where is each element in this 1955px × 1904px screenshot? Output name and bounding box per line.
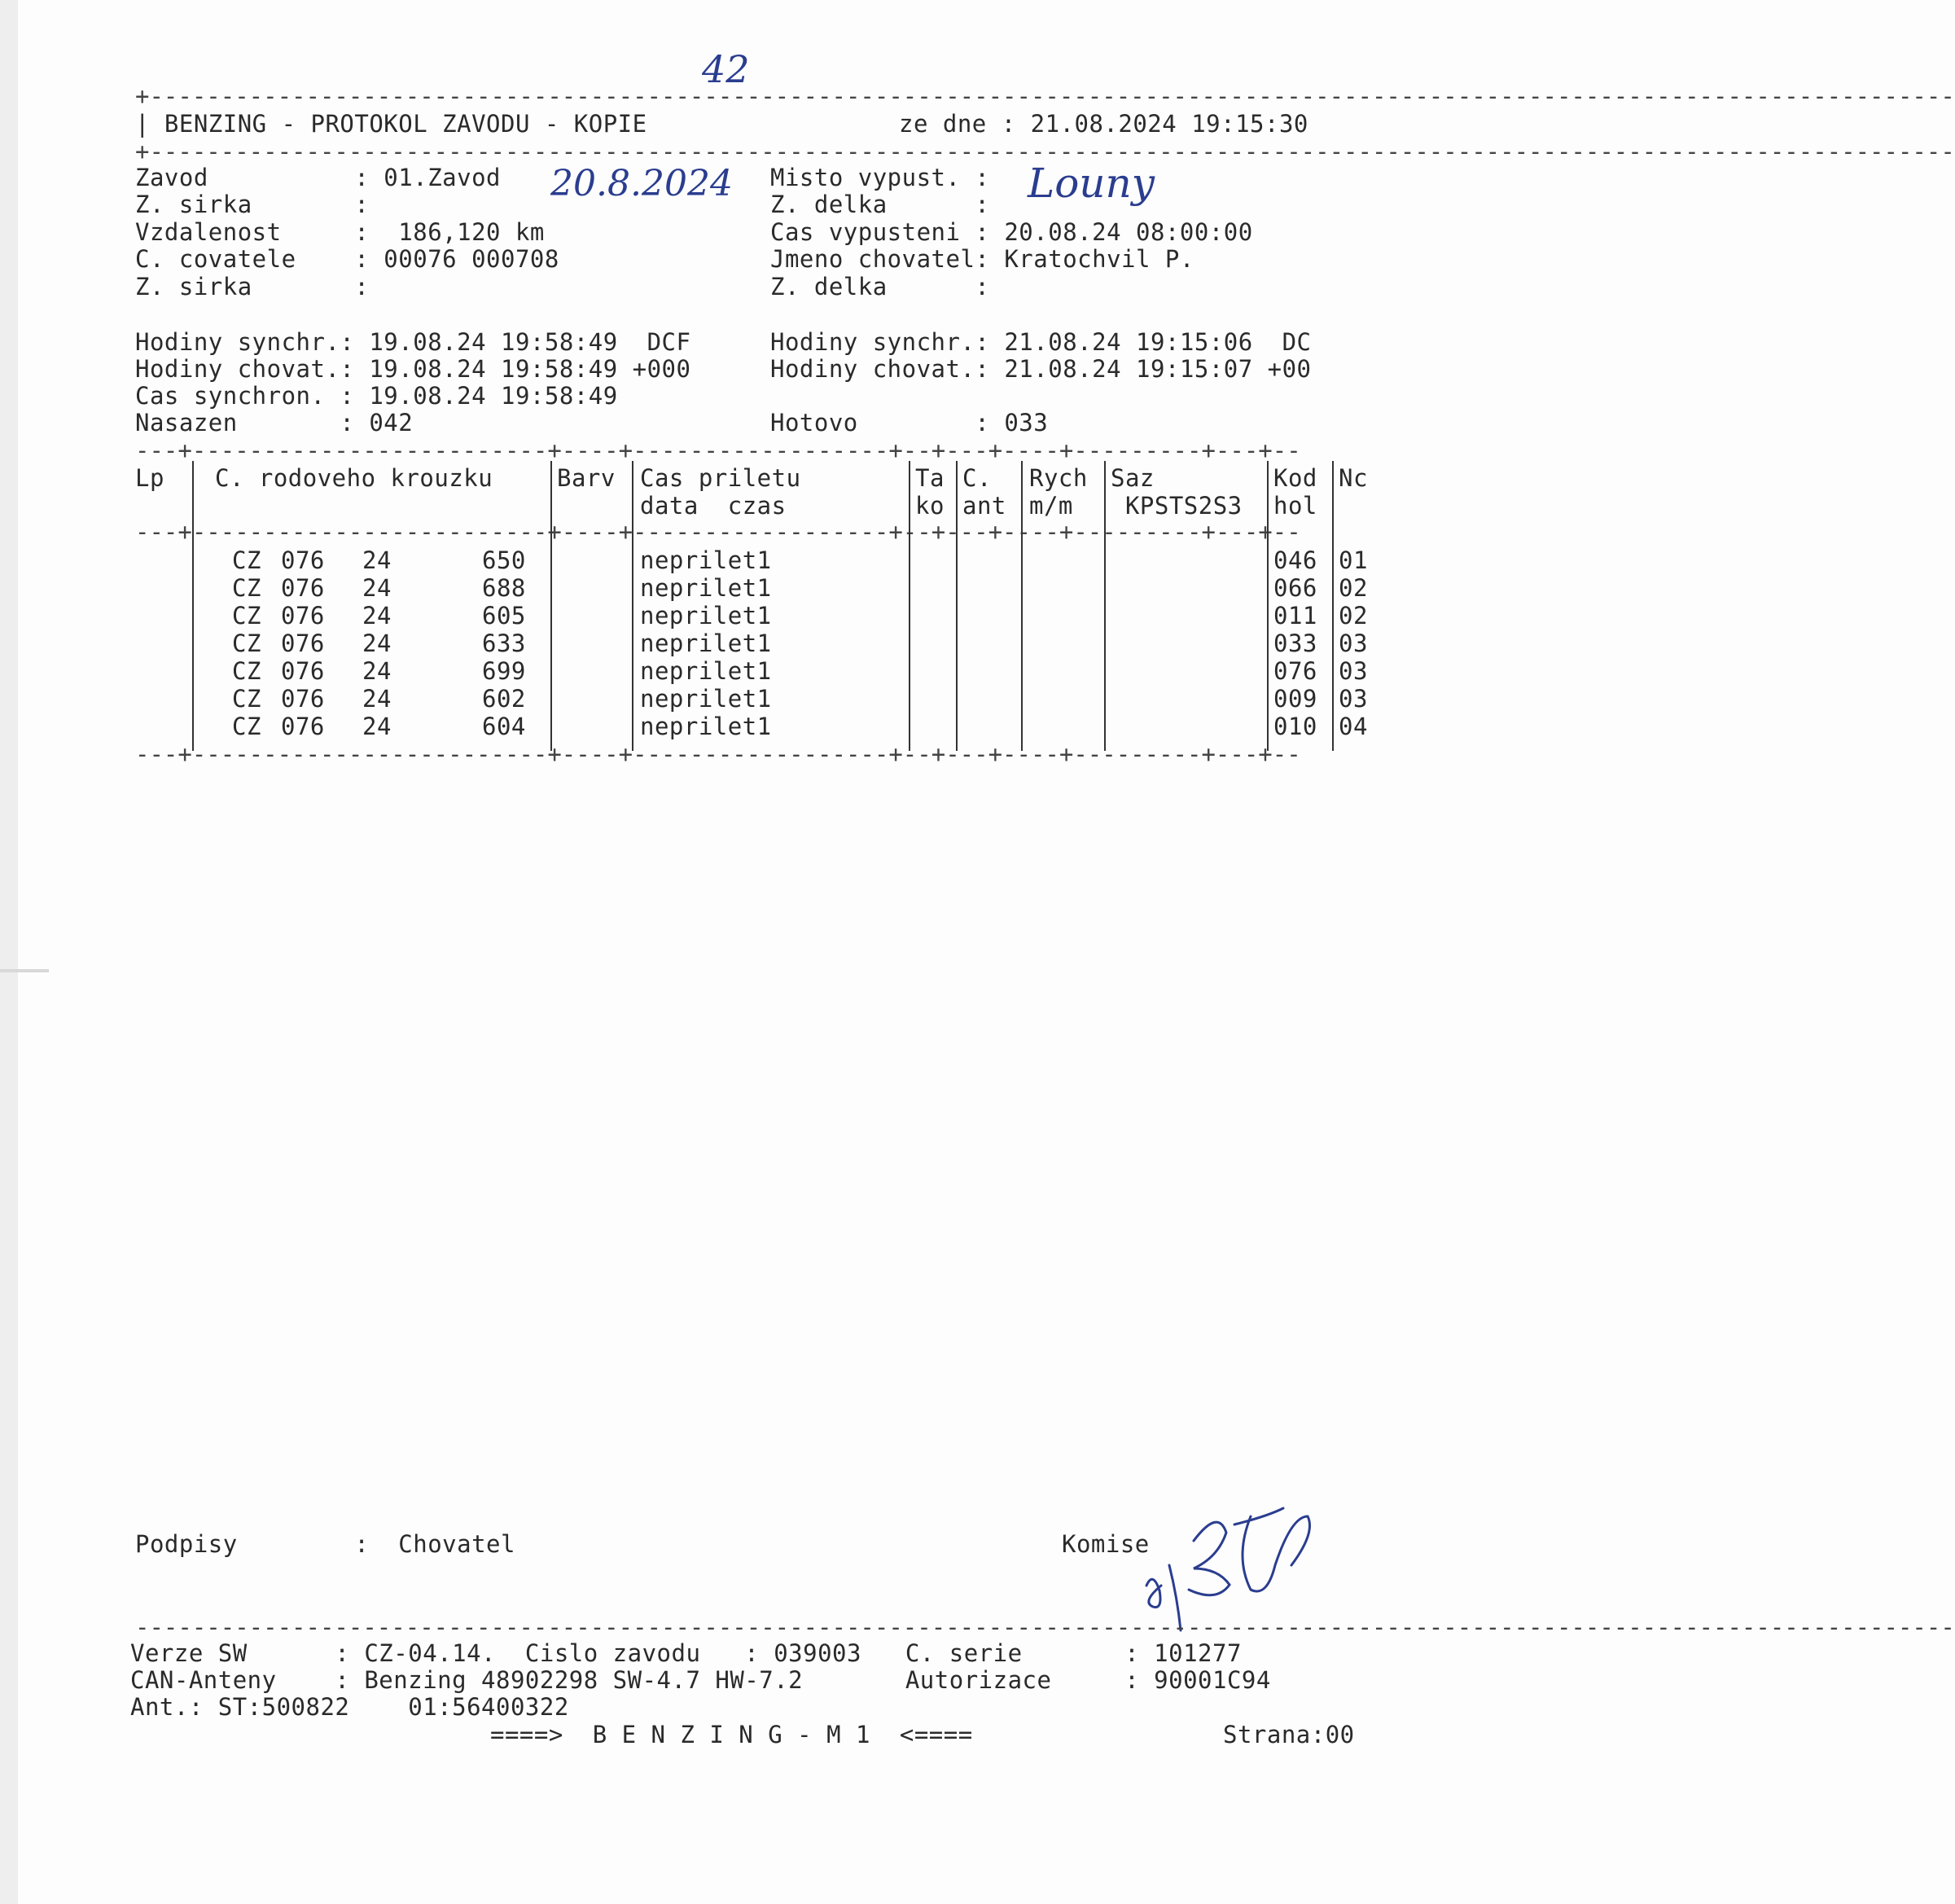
col-separator bbox=[1104, 461, 1106, 751]
arrival-status: neprilet1 bbox=[640, 546, 772, 574]
sync-line: Hodiny synchr.: 21.08.24 19:15:06 DC bbox=[770, 328, 1312, 356]
col-separator bbox=[192, 461, 194, 751]
footer-antenna: CAN-Anteny : Benzing 48902298 SW-4.7 HW-7.2 Autorizace : 90001C94 bbox=[130, 1666, 1271, 1694]
col-header-speed: Rych bbox=[1029, 464, 1088, 492]
ring-year: 24 bbox=[362, 657, 392, 685]
info-line: Jmeno chovatel: Kratochvil P. bbox=[770, 245, 1194, 273]
info-line: Cas vypusteni : 20.08.24 08:00:00 bbox=[770, 218, 1253, 246]
arrival-status: neprilet1 bbox=[640, 713, 772, 740]
header-top-rule: +------------------------------------------------------------------------------------------------------------------------------- bbox=[135, 82, 1955, 110]
sync-line: Hodiny synchr.: 19.08.24 19:58:49 DCF bbox=[135, 328, 691, 356]
header-bottom-rule: +------------------------------------------------------------------------------------------------------------------------------- bbox=[135, 138, 1955, 165]
col-separator bbox=[1021, 461, 1023, 751]
handwritten-page-number: 42 bbox=[702, 47, 750, 91]
report-title: | BENZING - PROTOKOL ZAVODU - KOPIE bbox=[135, 110, 647, 138]
info-line: C. covatele : 00076 000708 bbox=[135, 245, 559, 273]
ring-number: 688 bbox=[482, 574, 526, 602]
col-separator bbox=[632, 461, 633, 751]
pigeon-code: 076 bbox=[1273, 657, 1317, 685]
ring-number: 602 bbox=[482, 685, 526, 713]
ring-year: 24 bbox=[362, 630, 392, 657]
pigeon-no: 03 bbox=[1339, 685, 1368, 713]
col-header-lp: Lp bbox=[135, 464, 164, 492]
info-line: Zavod : 01.Zavod bbox=[135, 164, 501, 191]
info-line: Misto vypust. : bbox=[770, 164, 990, 191]
sync-line: Hodiny chovat.: 21.08.24 19:15:07 +00 bbox=[770, 355, 1312, 383]
info-line: Vzdalenost : 186,120 km bbox=[135, 218, 545, 246]
col-header-color: Barv bbox=[557, 464, 616, 492]
commission-label: Komise bbox=[1062, 1530, 1150, 1558]
handwritten-race-date: 20.8.2024 bbox=[550, 163, 733, 204]
col-separator bbox=[909, 461, 910, 751]
footer-rule: -------------------------------------------------------------------------------------------------------------------------------- bbox=[135, 1613, 1955, 1641]
col-separator bbox=[550, 461, 552, 751]
arrival-status: neprilet1 bbox=[640, 657, 772, 685]
ring-country: CZ bbox=[232, 713, 261, 740]
pigeon-no: 02 bbox=[1339, 574, 1368, 602]
col-header-ant: C. bbox=[962, 464, 992, 492]
col-header-arrival: Cas priletu bbox=[640, 464, 801, 492]
handwritten-release-place: Louny bbox=[1028, 160, 1155, 207]
pigeon-code: 066 bbox=[1273, 574, 1317, 602]
footer-page: Strana:00 bbox=[1223, 1721, 1355, 1748]
pigeon-code: 009 bbox=[1273, 685, 1317, 713]
ring-year: 24 bbox=[362, 574, 392, 602]
col-separator bbox=[1267, 461, 1269, 751]
info-line: Z. sirka : bbox=[135, 273, 370, 301]
col-header-no: Nc bbox=[1339, 464, 1368, 492]
sync-line: Hodiny chovat.: 19.08.24 19:58:49 +000 bbox=[135, 355, 691, 383]
ring-year: 24 bbox=[362, 713, 392, 740]
col-header-ta-sub: ko bbox=[915, 492, 945, 520]
col-header-speed-sub: m/m bbox=[1029, 492, 1073, 520]
signatures-label: Podpisy : Chovatel bbox=[135, 1530, 515, 1558]
footer-ant-ids: Ant.: ST:500822 01:56400322 bbox=[130, 1693, 569, 1721]
col-header-ant-sub: ant bbox=[962, 492, 1006, 520]
commission-signature bbox=[1137, 1492, 1332, 1630]
sync-line: Nasazen : 042 bbox=[135, 409, 414, 437]
ring-number: 699 bbox=[482, 657, 526, 685]
ring-org: 076 bbox=[281, 546, 325, 574]
ring-year: 24 bbox=[362, 546, 392, 574]
ring-country: CZ bbox=[232, 574, 261, 602]
sync-line: Cas synchron. : 19.08.24 19:58:49 bbox=[135, 382, 618, 410]
info-line: Z. delka : bbox=[770, 191, 990, 218]
arrival-status: neprilet1 bbox=[640, 685, 772, 713]
pigeon-no: 03 bbox=[1339, 630, 1368, 657]
pigeon-code: 033 bbox=[1273, 630, 1317, 657]
ring-country: CZ bbox=[232, 630, 261, 657]
col-header-bet: Saz bbox=[1111, 464, 1155, 492]
pigeon-no: 04 bbox=[1339, 713, 1368, 740]
ring-number: 650 bbox=[482, 546, 526, 574]
ring-org: 076 bbox=[281, 657, 325, 685]
ring-country: CZ bbox=[232, 602, 261, 630]
col-header-bet-sub: KPSTS2S3 bbox=[1111, 492, 1243, 520]
table-top-rule: ---+-------------------------+----+------------------+--+---+----+---------+---+-- bbox=[135, 437, 1301, 464]
col-header-code-sub: hol bbox=[1273, 492, 1317, 520]
ring-number: 605 bbox=[482, 602, 526, 630]
col-header-ring: C. rodoveho krouzku bbox=[215, 464, 493, 492]
info-line: Z. sirka : bbox=[135, 191, 370, 218]
ring-number: 604 bbox=[482, 713, 526, 740]
info-line: Z. delka : bbox=[770, 273, 990, 301]
footer-software: Verze SW : CZ-04.14. Cislo zavodu : 039003 C. serie : 101277 bbox=[130, 1639, 1242, 1667]
pigeon-code: 011 bbox=[1273, 602, 1317, 630]
col-header-ta: Ta bbox=[915, 464, 945, 492]
pigeon-code: 046 bbox=[1273, 546, 1317, 574]
ring-org: 076 bbox=[281, 630, 325, 657]
pigeon-no: 03 bbox=[1339, 657, 1368, 685]
table-header-rule: ---+-------------------------+----+------------------+--+---+----+---------+---+-- bbox=[135, 518, 1301, 546]
report-date: ze dne : 21.08.2024 19:15:30 bbox=[899, 110, 1308, 138]
footer-device: ====> B E N Z I N G - M 1 <==== bbox=[490, 1721, 973, 1748]
ring-org: 076 bbox=[281, 602, 325, 630]
arrival-status: neprilet1 bbox=[640, 630, 772, 657]
ring-country: CZ bbox=[232, 657, 261, 685]
ring-number: 633 bbox=[482, 630, 526, 657]
ring-org: 076 bbox=[281, 713, 325, 740]
pigeon-code: 010 bbox=[1273, 713, 1317, 740]
sync-line: Hotovo : 033 bbox=[770, 409, 1049, 437]
arrival-status: neprilet1 bbox=[640, 574, 772, 602]
table-bottom-rule: ---+-------------------------+----+------------------+--+---+----+---------+---+-- bbox=[135, 740, 1301, 768]
col-header-arrival-sub: data czas bbox=[640, 492, 787, 520]
pigeon-no: 01 bbox=[1339, 546, 1368, 574]
ring-year: 24 bbox=[362, 602, 392, 630]
col-header-code: Kod bbox=[1273, 464, 1317, 492]
ring-year: 24 bbox=[362, 685, 392, 713]
ring-country: CZ bbox=[232, 546, 261, 574]
ring-org: 076 bbox=[281, 685, 325, 713]
pigeon-no: 02 bbox=[1339, 602, 1368, 630]
ring-country: CZ bbox=[232, 685, 261, 713]
col-separator bbox=[1332, 461, 1334, 751]
arrival-status: neprilet1 bbox=[640, 602, 772, 630]
col-separator bbox=[956, 461, 958, 751]
ring-org: 076 bbox=[281, 574, 325, 602]
